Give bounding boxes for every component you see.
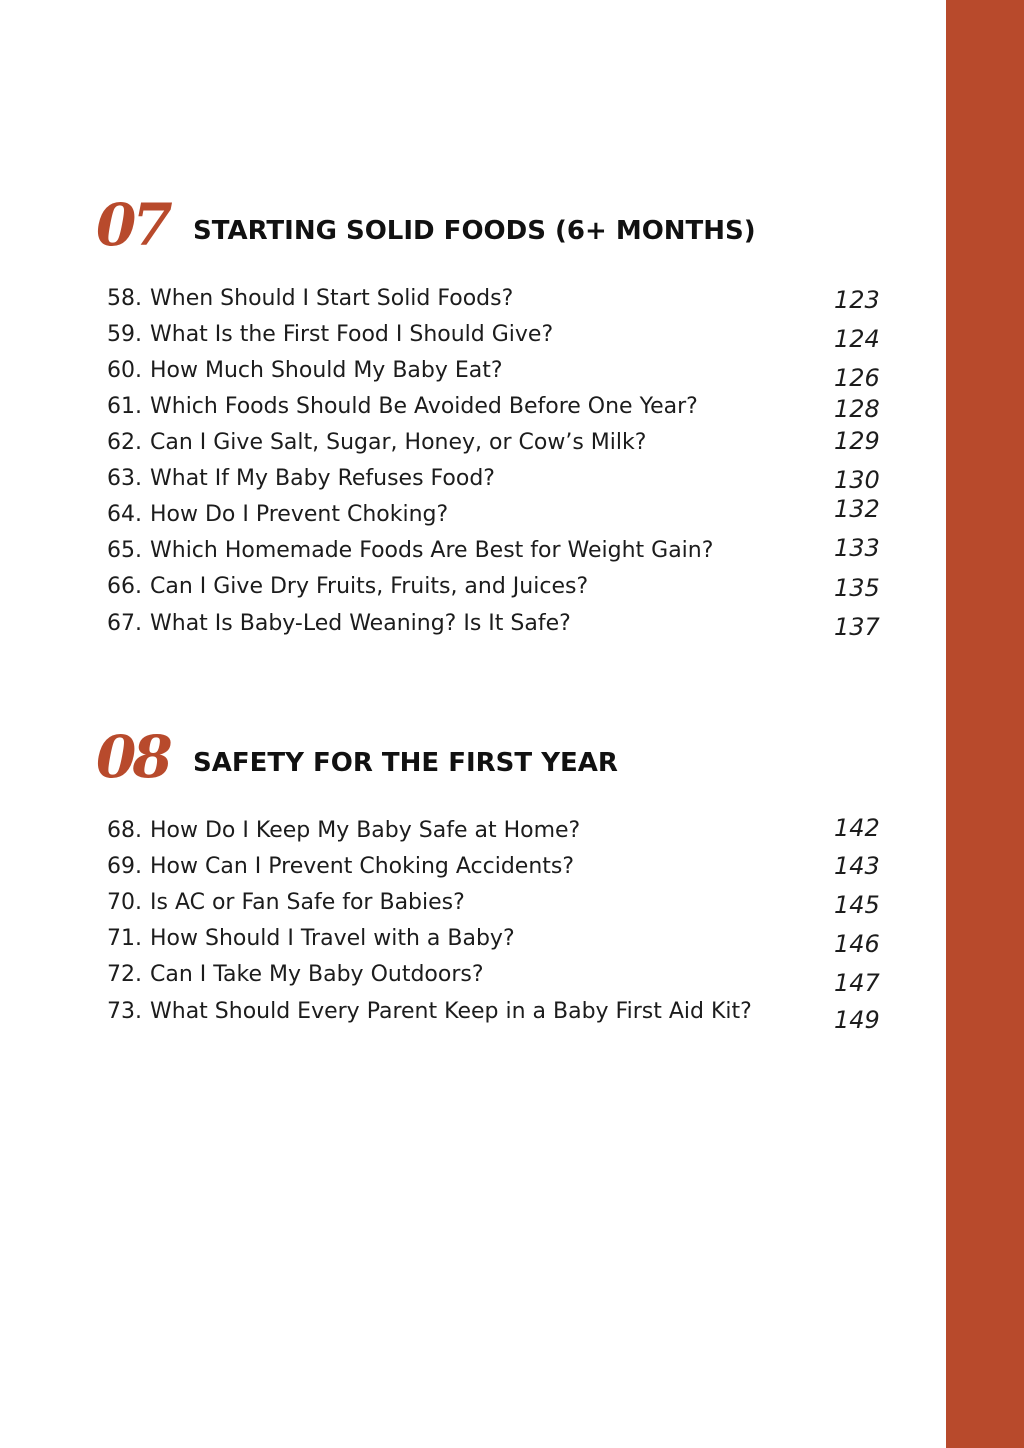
entry-title: How Much Should My Baby Eat?	[150, 358, 503, 383]
entry-number: 68.	[107, 818, 142, 843]
entry-title: How Do I Prevent Choking?	[150, 502, 449, 527]
entry-number: 62.	[107, 430, 142, 455]
entry-title: How Can I Prevent Choking Accidents?	[150, 854, 575, 879]
entry-number: 70.	[107, 890, 142, 915]
entry-title: What If My Baby Refuses Food?	[150, 466, 495, 491]
toc-entry[interactable]	[0, 396, 946, 432]
entry-title: What Should Every Parent Keep in a Baby First Aid Kit?	[150, 999, 752, 1024]
entry-title: Can I Give Salt, Sugar, Honey, or Cow’s Milk?	[150, 430, 647, 455]
entry-number: 58.	[107, 286, 142, 311]
entry-page: 128	[834, 395, 880, 423]
toc-entry[interactable]	[0, 852, 946, 892]
toc-entry[interactable]	[0, 324, 946, 360]
entry-number: 65.	[107, 538, 142, 563]
toc-entry[interactable]	[0, 288, 946, 324]
entry-page: 147	[834, 969, 880, 997]
entry-number: 64.	[107, 502, 142, 527]
entry-number: 67.	[107, 611, 142, 636]
toc-entry[interactable]	[0, 814, 946, 856]
entry-page: 126	[834, 364, 880, 392]
entry-page: 146	[834, 930, 880, 958]
entry-page: 129	[834, 427, 880, 455]
entry-title: What Is Baby-Led Weaning? Is It Safe?	[150, 611, 571, 636]
toc-entry[interactable]	[0, 360, 946, 396]
entry-number: 60.	[107, 358, 142, 383]
entry-title: Can I Give Dry Fruits, Fruits, and Juices?	[150, 574, 589, 599]
toc-entry[interactable]	[0, 468, 946, 504]
entry-title: Which Foods Should Be Avoided Before One Year?	[150, 394, 698, 419]
entry-number: 66.	[107, 574, 142, 599]
entry-title: Is AC or Fan Safe for Babies?	[150, 890, 465, 915]
entry-number: 63.	[107, 466, 142, 491]
entry-page: 124	[834, 325, 880, 353]
chapter-title: STARTING SOLID FOODS (6+ MONTHS)	[193, 216, 756, 246]
entry-page: 142	[834, 814, 880, 842]
chapter-title: SAFETY FOR THE FIRST YEAR	[193, 748, 618, 778]
toc-entry[interactable]	[0, 892, 946, 928]
entry-title: Can I Take My Baby Outdoors?	[150, 962, 484, 987]
chapter-number: 07	[96, 191, 169, 259]
toc-entry[interactable]	[0, 495, 946, 540]
entry-page: 143	[834, 852, 880, 880]
entry-page: 135	[834, 574, 880, 602]
toc-entry[interactable]	[0, 427, 946, 468]
entry-title: How Do I Keep My Baby Safe at Home?	[150, 818, 581, 843]
toc-entry[interactable]	[0, 576, 946, 612]
entry-page: 130	[834, 466, 880, 494]
entry-number: 69.	[107, 854, 142, 879]
entry-number: 59.	[107, 322, 142, 347]
toc-entry[interactable]	[0, 534, 946, 576]
entry-page: 145	[834, 891, 880, 919]
entry-number: 73.	[107, 999, 142, 1024]
toc-entry[interactable]	[0, 613, 946, 649]
entry-title: What Is the First Food I Should Give?	[150, 322, 554, 347]
entry-title: Which Homemade Foods Are Best for Weight Gain?	[150, 538, 714, 563]
entry-number: 61.	[107, 394, 142, 419]
entry-page: 149	[834, 1006, 880, 1034]
entry-title: When Should I Start Solid Foods?	[150, 286, 514, 311]
toc-entry[interactable]	[0, 1001, 946, 1037]
entry-page: 132	[834, 495, 880, 523]
chapter-number: 08	[96, 723, 169, 791]
entry-page: 137	[834, 613, 880, 641]
side-color-band	[946, 0, 1024, 1448]
toc-entry[interactable]	[0, 928, 946, 964]
entry-title: How Should I Travel with a Baby?	[150, 926, 515, 951]
entry-page: 133	[834, 534, 880, 562]
entry-number: 72.	[107, 962, 142, 987]
toc-entry[interactable]	[0, 964, 946, 1000]
entry-number: 71.	[107, 926, 142, 951]
entry-page: 123	[834, 286, 880, 314]
